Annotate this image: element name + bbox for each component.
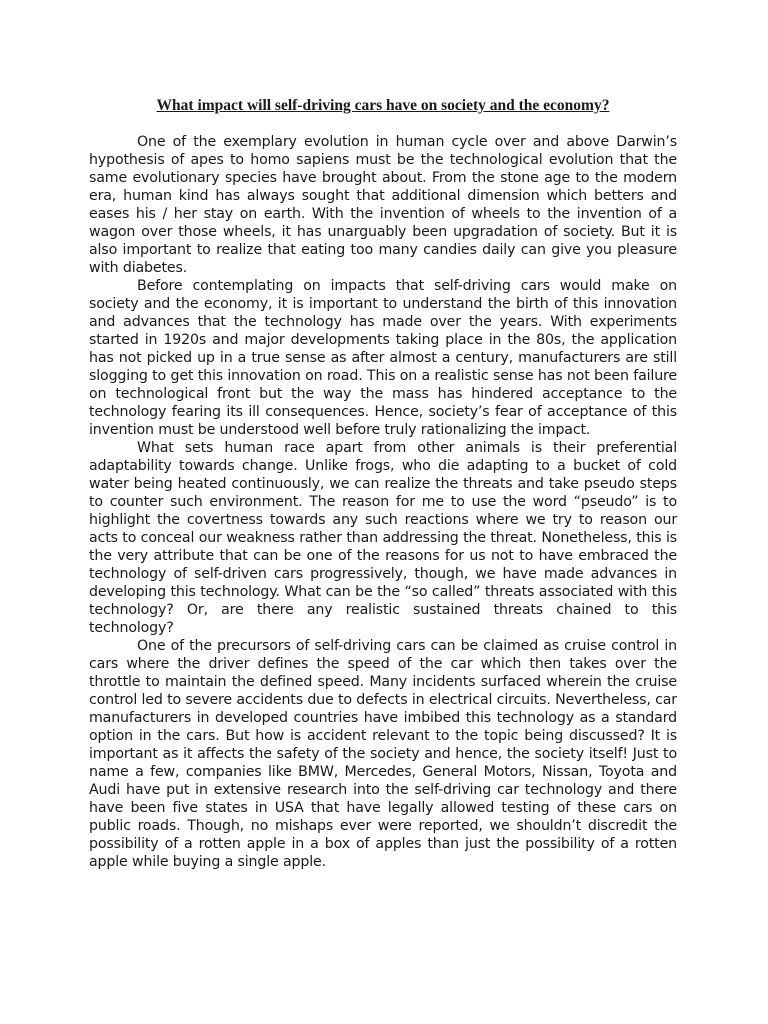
paragraph-2: Before contemplating on impacts that self-driving cars would make on society and the economy, it is important to understand the birth of this innovation and advances that the technology has made over the years. With experiments started in 1920s and major developments taking place in the 80s, the application has not picked up in a true sense as after almost a century, manufacturers are still slogging to get this innovation on road. This on a realistic sense has not been failure on technological front but the way the mass has hindered acceptance to the technology fearing its ill consequences. Hence, society’s fear of acceptance of this invention must be understood well before truly rationalizing the impact.: [89, 278, 677, 438]
document-page: [89, 96, 677, 871]
document-title: What impact will self-driving cars have on society and the economy?: [156, 97, 610, 114]
paragraph-4: One of the precursors of self-driving cars can be claimed as cruise control in cars where the driver defines the speed of the car which then takes over the throttle to maintain the defined speed. Many incidents surfaced wherein the cruise control led to severe accidents due to defects in electrical circuits. Nevertheless, car manufacturers in developed countries have imbibed this technology as a standard option in the cars. But how is accident relevant to the topic being discussed? It is important as it affects the safety of the society and hence, the society itself! Just to name a few, companies like BMW, Mercedes, General Motors, Nissan, Toyota and Audi have put in extensive research into the self-driving car technology and there have been five states in USA that have legally allowed testing of these cars on public roads. Though, no mishaps ever were reported, we shouldn’t discredit the possibility of a rotten apple in a box of apples than just the possibility of a rotten apple while buying a single apple.: [89, 638, 677, 870]
paragraph-3: What sets human race apart from other animals is their preferential adaptability towards change. Unlike frogs, who die adapting to a bucket of cold water being heated continuously, we can realize the threats and take pseudo steps to counter such environment. The reason for me to use the word “pseudo” is to highlight the covertness towards any such reactions where we try to reason our acts to conceal our weakness rather than addressing the threat. Nonetheless, this is the very attribute that can be one of the reasons for us not to have embraced the technology of self-driven cars progressively, though, we have made advances in developing this technology. What can be the “so called” threats associated with this technology? Or, are there any realistic sustained threats chained to this technology?: [89, 440, 677, 636]
paragraph-1: One of the exemplary evolution in human cycle over and above Darwin’s hypothesis of apes to homo sapiens must be the technological evolution that the same evolutionary species have brought about. From the stone age to the modern era, human kind has always sought that additional dimension which betters and eases his / her stay on earth. With the invention of wheels to the invention of a wagon over those wheels, it has unarguably been upgradation of society. But it is also important to realize that eating too many candies daily can give you pleasure with diabetes.: [89, 134, 677, 276]
